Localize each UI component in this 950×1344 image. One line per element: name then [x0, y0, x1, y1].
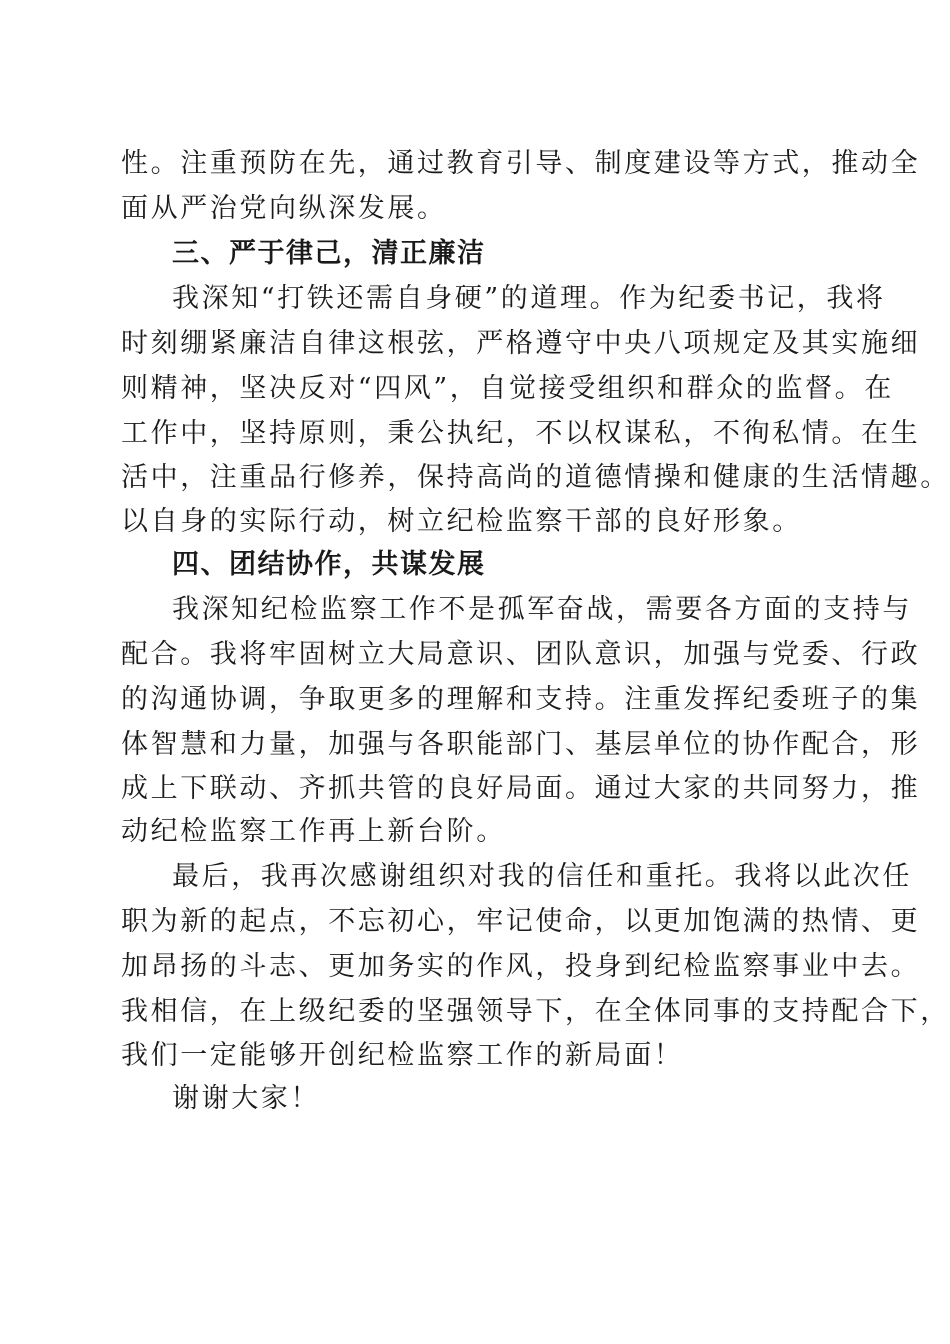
body-text-line: 成上下联动、齐抓共管的良好局面。通过大家的共同努力，推 [121, 773, 921, 804]
body-text-line: 体智慧和力量，加强与各职能部门、基层单位的协作配合，形 [121, 729, 921, 760]
section-heading-3: 三、严于律己，清正廉洁 [172, 238, 486, 269]
paragraph-first-line: 我深知纪检监察工作不是孤军奋战，需要各方面的支持与 [172, 594, 912, 625]
body-text-line: 的沟通协调，争取更多的理解和支持。注重发挥纪委班子的集 [121, 684, 921, 715]
body-text-line: 加昂扬的斗志、更加务实的作风，投身到纪检监察事业中去。 [121, 951, 921, 982]
section-heading-4: 四、团结协作，共谋发展 [172, 549, 486, 580]
body-text-line: 则精神，坚决反对“四风”，自觉接受组织和群众的监督。在 [121, 373, 894, 404]
body-text-line: 性。注重预防在先，通过教育引导、制度建设等方式，推动全 [121, 148, 921, 179]
paragraph-first-line: 我深知“打铁还需自身硬”的道理。作为纪委书记，我将 [172, 283, 886, 314]
body-text-line: 面从严治党向纵深发展。 [121, 193, 447, 224]
paragraph-first-line: 最后，我再次感谢组织对我的信任和重托。我将以此次任 [172, 861, 912, 892]
body-text-line: 动纪检监察工作再上新台阶。 [121, 816, 506, 847]
body-text-line: 我相信，在上级纪委的坚强领导下，在全体同事的支持配合下， [121, 996, 950, 1027]
body-text-line: 职为新的起点，不忘初心，牢记使命，以更加饱满的热情、更 [121, 906, 921, 937]
closing-line: 谢谢大家！ [172, 1083, 320, 1114]
body-text-line: 工作中，坚持原则，秉公执纪，不以权谋私，不徇私情。在生 [121, 418, 921, 449]
body-text-line: 以自身的实际行动，树立纪检监察干部的良好形象。 [121, 506, 802, 537]
body-text-line: 时刻绷紧廉洁自律这根弦，严格遵守中央八项规定及其实施细 [121, 328, 921, 359]
body-text-line: 我们一定能够开创纪检监察工作的新局面！ [121, 1040, 684, 1071]
body-text-line: 活中，注重品行修养，保持高尚的道德情操和健康的生活情趣。 [121, 462, 950, 493]
body-text-line: 配合。我将牢固树立大局意识、团队意识，加强与党委、行政 [121, 639, 921, 670]
